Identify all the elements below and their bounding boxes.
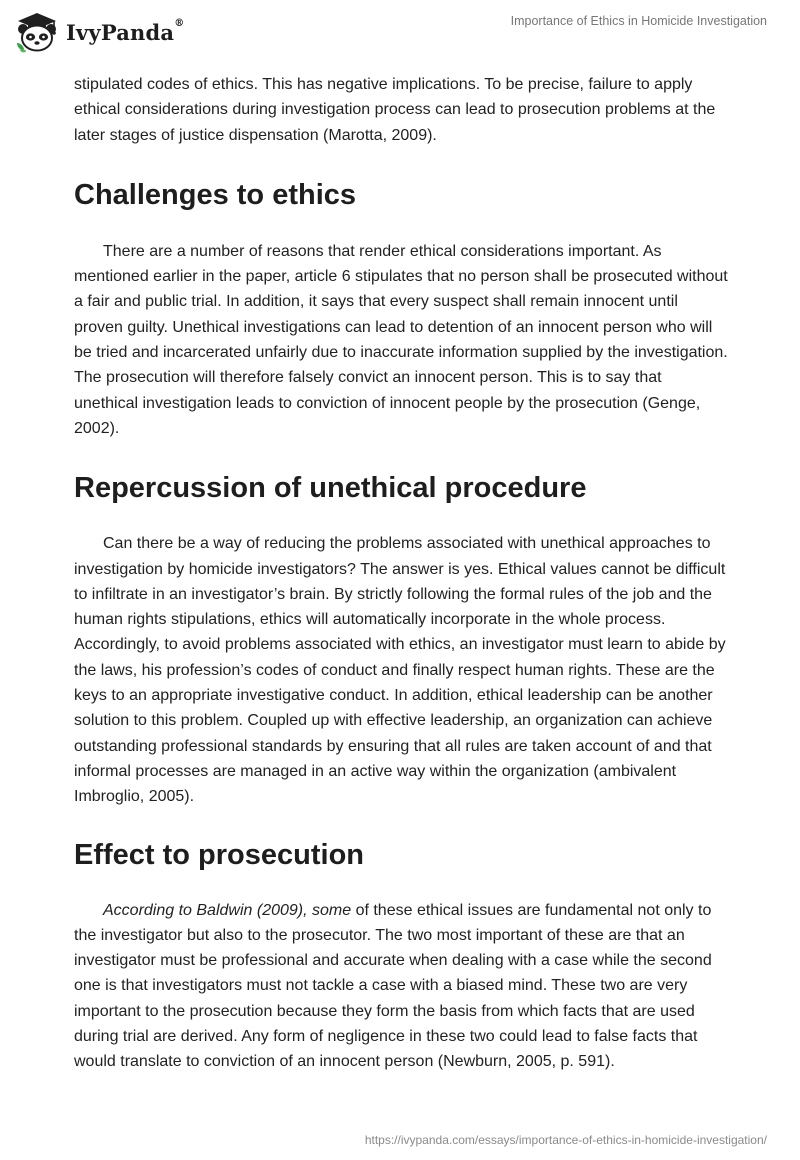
- intro-paragraph: stipulated codes of ethics. This has negative implications. To be precise, failure to apply ethical considerations during investigation process can lead to prosecution problems at the later stages of justice dispensation (Marotta, 2009).: [74, 76, 716, 144]
- page-header: [0, 0, 800, 60]
- registered-mark: ®: [174, 17, 185, 29]
- panda-icon: [14, 10, 60, 54]
- heading-repercussion: Repercussion of unethical procedure: [74, 472, 587, 505]
- paragraph-effect: [74, 898, 728, 1075]
- source-url[interactable]: https://ivypanda.com/essays/importance-of-ethics-in-homicide-investigation/: [364, 1133, 767, 1147]
- paragraph-repercussion: Can there be a way of reducing the problems associated with unethical approaches to investigation by homicide investigators? The answer is yes. Ethical values cannot be difficult to infiltrate in an investigator’s brain. By strictly following the formal rules of the job and the human rights stipulations, ethics will automatically incorporate in the whole process. Accordingly, to avoid problems associated with ethics, an investigator must learn to abide by the laws, his profession’s codes of conduct and finally respect human rights. These are the keys to an appropriate investigative conduct. In addition, ethical leadership can be another solution to this problem. Coupled up with effective leadership, an organization can achieve outstanding professional standards by ensuring that all rules are taken account of and that informal processes are managed in an active way within the organization (ambivalent Imbroglio, 2005).: [74, 535, 726, 806]
- ivypanda-logo[interactable]: [14, 10, 184, 54]
- italic-citation: According to Baldwin (2009), some: [103, 901, 352, 919]
- brand-name: IvyPanda®: [66, 17, 185, 45]
- paragraph-effect-text: of these ethical issues are fundamental not only to the investigator but also to the prosecutor. The two most important of these are that an investigator must be professional and accurate when dealing with a case while the second one is that investigators must not tackle a case with a biased mind. These two are very important to the prosecution because they form the basis from which facts that are used during trial are derived. Any form of negligence in these two could lead to false facts that would translate to conviction of an innocent person (Newburn, 2005, p. 591).: [74, 901, 712, 1071]
- heading-challenges-to-ethics: Challenges to ethics: [74, 178, 357, 211]
- heading-effect-to-prosecution: Effect to prosecution: [74, 838, 365, 871]
- document-title: Importance of Ethics in Homicide Investigation: [510, 14, 767, 28]
- article-body: [74, 72, 728, 1075]
- paragraph-challenges: There are a number of reasons that render ethical considerations important. As mentioned earlier in the paper, article 6 stipulates that no person shall be prosecuted without a fair and public trial. In addition, it says that every suspect shall remain innocent until proven guilty. Unethical investigations can lead to detention of an innocent person who will be tried and incarcerated unfairly due to inaccurate information supplied by the investigation. The prosecution will therefore falsely convict an innocent person. This is to say that unethical investigation leads to conviction of innocent people by the prosecution (Genge, 2002).: [74, 242, 728, 437]
